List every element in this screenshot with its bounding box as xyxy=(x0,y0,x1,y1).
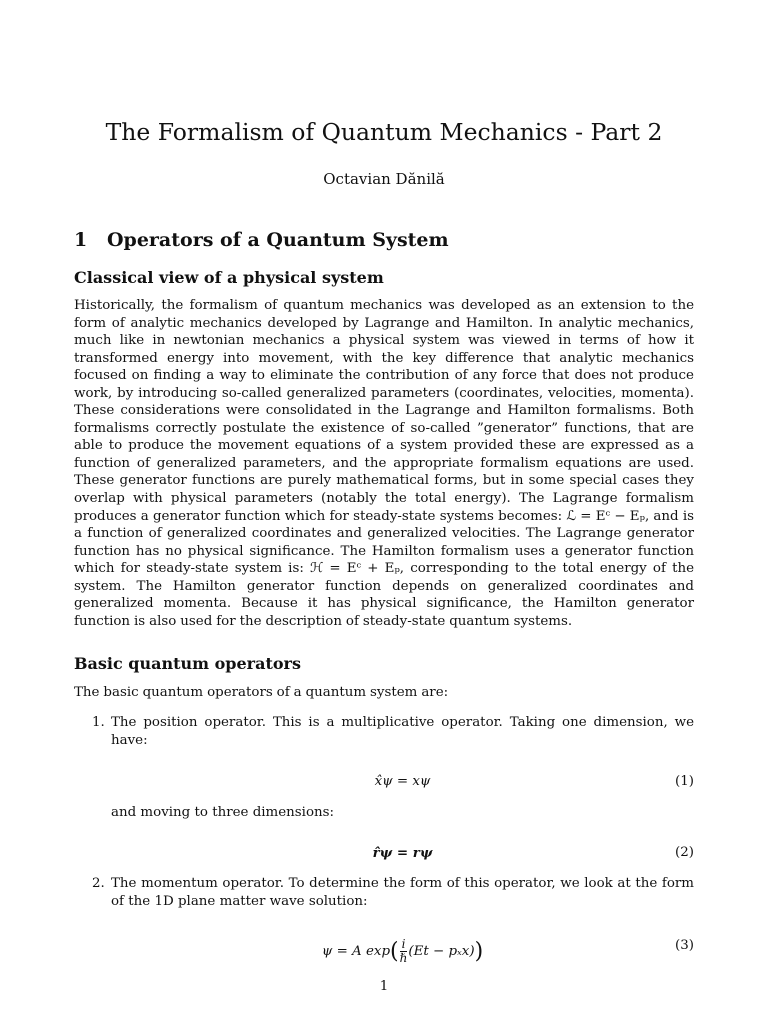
paren-close: ) xyxy=(474,939,484,964)
paper-title: The Formalism of Quantum Mechanics - Part 2 xyxy=(105,118,663,146)
list-item-text: The position operator. This is a multiplicative operator. Taking one dimension, we have: xyxy=(111,715,694,748)
section-title: Operators of a Quantum System xyxy=(107,229,449,251)
list-item-continuation: and moving to three dimensions: xyxy=(111,805,335,820)
equation-2-number: (2) xyxy=(675,845,694,860)
equation-1-number: (1) xyxy=(675,774,694,789)
list-marker: 1. xyxy=(92,715,105,730)
fraction-denominator: ℏ xyxy=(399,951,408,965)
fraction-numerator: i xyxy=(401,937,406,951)
subsection-heading-classical: Classical view of a physical system xyxy=(74,268,384,287)
paragraph-operators-intro: The basic quantum operators of a quantum system are: xyxy=(74,685,449,700)
list-marker: 2. xyxy=(92,876,105,891)
equation-3-math xyxy=(111,938,694,965)
author-name: Octavian Dănilă xyxy=(323,170,445,188)
paren-open: ( xyxy=(390,939,399,964)
paragraph-classical-view: Historically, the formalism of quantum mechanics was developed as an extension to the form of analytic mechanics developed by Lagrange and Hamilton. In analytic mechanics, much like in newtonian mechanics a physical system was viewed in terms of how it transformed energy into movement, with the key difference that analytic mechanics focused on finding a way to eliminate the contribution of any force that does not produce work, by introducing so-called generalized parameters (coordinates, velocities, momenta). These considerations were consolidated in the Lagrange and Hamilton formalisms. Both formalisms correctly postulate the existence of so-called ”generator” functions, that are able to produce the movement equations of a system provided these are expressed as a function of generalized parameters, and the appropriate formalism equations are used. These generator functions are purely mathematical forms, but in some special cases they overlap with physical parameters (notably the total energy). The Lagrange formalism produces a generator function which for steady-state systems becomes: ℒ = Eᶜ − Eₚ, and is a function of generalized coordinates and generalized velocities. The Lagrange generator function has no physical significance. The Hamilton formalism uses a generator function which for steady-state system is: ℋ = Eᶜ + Eₚ, corresponding to the total energy of the system. The Hamilton generator function depends on generalized coordinates and generalized momenta. Because it has physical significance, the Hamilton generator function is also used for the description of steady-state quantum systems. xyxy=(74,298,694,629)
page-number: 1 xyxy=(379,979,389,994)
equation-2 xyxy=(111,845,694,867)
equation-1 xyxy=(111,774,694,796)
subsection-heading-operators: Basic quantum operators xyxy=(74,654,301,673)
equation-3-rhs: (Et − pₓx) xyxy=(408,944,475,959)
equation-3-lhs: ψ = A exp xyxy=(321,944,391,959)
equation-3 xyxy=(111,930,694,966)
section-heading xyxy=(74,229,449,251)
equation-3-number: (3) xyxy=(675,938,694,953)
section-number: 1 xyxy=(74,229,88,251)
list-item-momentum-operator xyxy=(92,875,694,910)
equation-2-math: r̂ψ = rψ xyxy=(372,845,433,861)
equation-1-math: x̂ψ = xψ xyxy=(374,774,431,789)
list-item-position-operator xyxy=(92,714,694,749)
fraction xyxy=(400,938,408,965)
list-item-text: The momentum operator. To determine the form of this operator, we look at the form of the 1D plane matter wave solution: xyxy=(111,876,694,909)
